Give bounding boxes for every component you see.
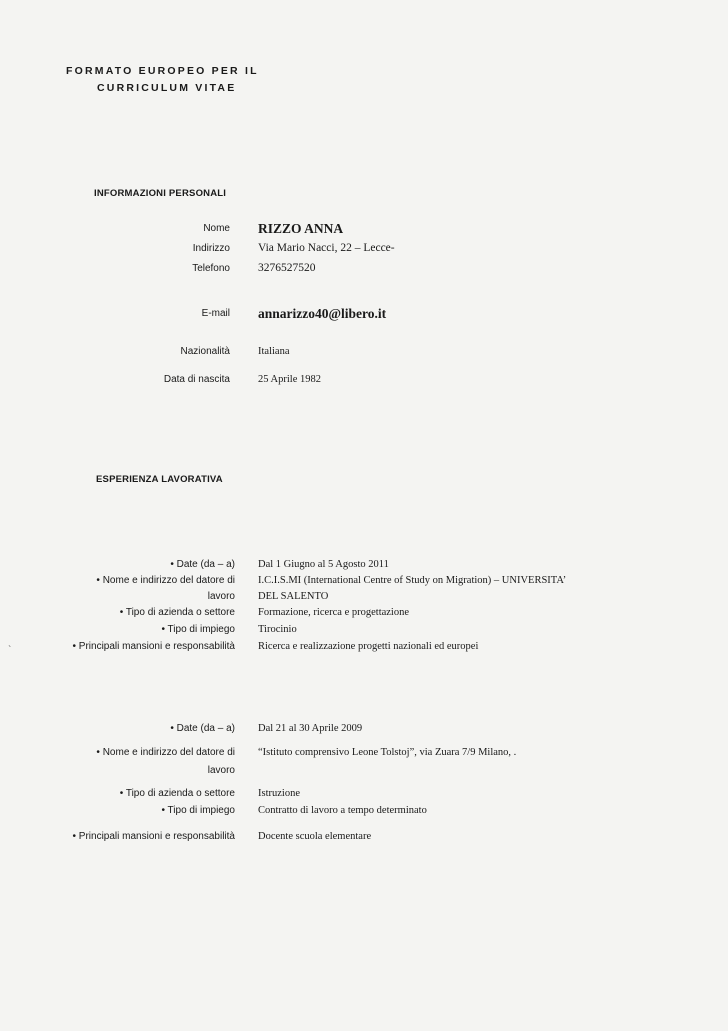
value-jobtype-1: Tirocinio [258,624,297,635]
label-dates-1: • Date (da – a) [170,559,235,570]
value-dates-2: Dal 21 al 30 Aprile 2009 [258,723,363,734]
value-nazionalita: Italiana [258,346,290,357]
label-employer-2a: • Nome e indirizzo del datore di [96,747,235,758]
value-telefono: 3276527520 [258,262,316,274]
label-employer-1a: • Nome e indirizzo del datore di [96,575,235,586]
label-duties-1: • Principali mansioni e responsabilità [72,641,235,652]
value-nome: RIZZO ANNA [258,221,344,236]
value-employer-2a: “Istituto comprensivo Leone Tolstoj”, via Zuara 7/9 Milano, . [258,747,517,758]
value-sector-2: Istruzione [258,788,300,799]
scan-mark: ˋ [8,645,12,656]
label-telefono: Telefono [192,263,230,274]
experience-heading: ESPERIENZA LAVORATIVA [96,474,223,485]
label-employer-2b: lavoro [207,765,235,776]
value-duties-2: Docente scuola elementare [258,831,372,842]
value-employer-1a: I.C.I.S.MI (International Centre of Study on Migration) – UNIVERSITA’ [258,575,567,586]
value-dates-1: Dal 1 Giugno al 5 Agosto 2011 [258,559,389,570]
value-email: annarizzo40@libero.it [258,306,387,321]
label-sector-2: • Tipo di azienda o settore [119,788,235,799]
title-line-2: CURRICULUM VITAE [97,82,237,94]
document-title [66,63,259,97]
label-dates-2: • Date (da – a) [170,723,235,734]
value-employer-1b: DEL SALENTO [258,591,329,602]
personal-info-heading: INFORMAZIONI PERSONALI [94,188,227,199]
value-jobtype-2: Contratto di lavoro a tempo determinato [258,805,427,816]
label-jobtype-1: • Tipo di impiego [161,624,235,635]
value-sector-1: Formazione, ricerca e progettazione [258,607,410,618]
label-nome: Nome [203,223,230,234]
value-data-nascita: 25 Aprile 1982 [258,374,321,385]
value-indirizzo: Via Mario Nacci, 22 – Lecce- [258,242,395,254]
label-email: E-mail [201,308,230,319]
label-data-nascita: Data di nascita [163,374,230,385]
label-nazionalita: Nazionalità [180,346,230,357]
label-indirizzo: Indirizzo [192,243,230,254]
label-sector-1: • Tipo di azienda o settore [119,607,235,618]
value-duties-1: Ricerca e realizzazione progetti nazionali ed europei [258,641,479,652]
label-jobtype-2: • Tipo di impiego [161,805,235,816]
label-duties-2: • Principali mansioni e responsabilità [72,831,235,842]
label-employer-1b: lavoro [207,591,235,602]
title-line-1: FORMATO EUROPEO PER IL [66,65,259,77]
